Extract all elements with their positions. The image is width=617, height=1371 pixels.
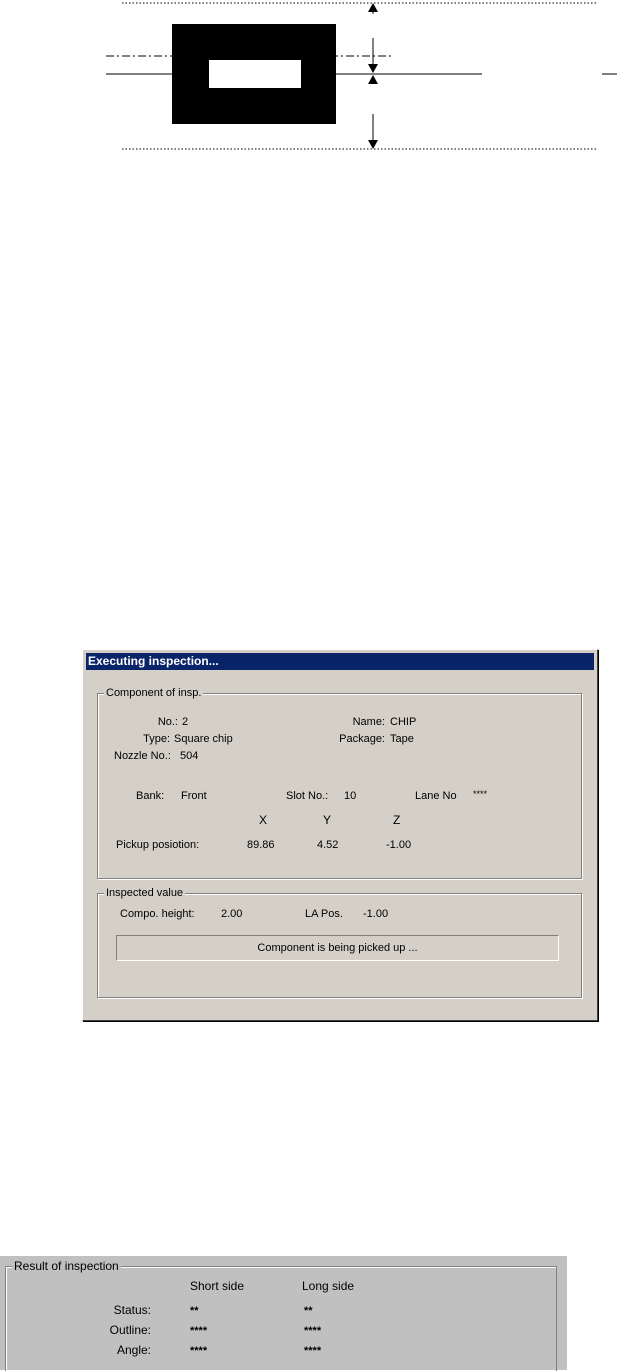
angle-short-value: ****: [190, 1345, 208, 1357]
result-group-label: Result of inspection: [14, 1259, 119, 1273]
pickup-position-label: Pickup posiotion:: [116, 839, 200, 851]
package-label: Package:: [339, 733, 385, 745]
chip-diagram: [0, 0, 617, 160]
inspected-value-group: [97, 887, 582, 998]
la-pos-label: LA Pos.: [305, 908, 343, 920]
compo-height-value: 2.00: [221, 908, 243, 920]
inspected-value-group-label: Inspected value: [106, 887, 184, 899]
status-short-value: **: [190, 1305, 199, 1317]
outline-short-value: ****: [190, 1325, 208, 1337]
status-message: Component is being picked up ...: [116, 935, 559, 961]
component-group: [97, 687, 582, 879]
pickup-x-value: 89.86: [247, 839, 275, 851]
angle-row-label: Angle:: [116, 1343, 151, 1357]
column-z-header: Z: [393, 813, 401, 827]
component-group-label: Component of insp.: [106, 687, 202, 699]
compo-height-label: Compo. height:: [120, 908, 195, 920]
upper-arrow-head: [368, 3, 378, 12]
slot-value: 10: [344, 790, 357, 802]
no-value: 2: [182, 716, 189, 728]
short-side-header: Short side: [190, 1279, 245, 1293]
chip-window: [209, 60, 301, 88]
status-row-label: Status:: [113, 1303, 151, 1317]
pickup-z-value: -1.00: [386, 839, 412, 851]
mid-arrow-head-up: [368, 75, 378, 84]
bank-label: Bank:: [136, 790, 165, 802]
mid-arrow-head-down: [368, 64, 378, 73]
angle-long-value: ****: [304, 1345, 322, 1357]
name-label: Name:: [352, 716, 385, 728]
nozzle-label: Nozzle No.:: [114, 750, 171, 762]
column-y-header: Y: [323, 813, 332, 827]
dialog-title: Executing inspection...: [86, 653, 594, 670]
type-value: Square chip: [174, 733, 233, 745]
nozzle-value: 504: [180, 750, 199, 762]
column-x-header: X: [259, 813, 268, 827]
result-group: [5, 1259, 557, 1371]
lane-value: ****: [473, 789, 488, 799]
no-label: No.:: [157, 716, 178, 728]
status-long-value: **: [304, 1305, 313, 1317]
lane-label: Lane No: [415, 790, 457, 802]
long-side-header: Long side: [302, 1279, 355, 1293]
outline-row-label: Outline:: [109, 1323, 151, 1337]
bank-value: Front: [181, 790, 207, 802]
pickup-y-value: 4.52: [317, 839, 339, 851]
la-pos-value: -1.00: [363, 908, 389, 920]
inspection-dialog: [82, 649, 598, 1021]
package-value: Tape: [390, 733, 414, 745]
result-panel: [0, 1256, 567, 1370]
type-label: Type:: [143, 733, 170, 745]
name-value: CHIP: [390, 716, 417, 728]
slot-label: Slot No.:: [286, 790, 329, 802]
outline-long-value: ****: [304, 1325, 322, 1337]
lower-arrow-head: [368, 140, 378, 149]
